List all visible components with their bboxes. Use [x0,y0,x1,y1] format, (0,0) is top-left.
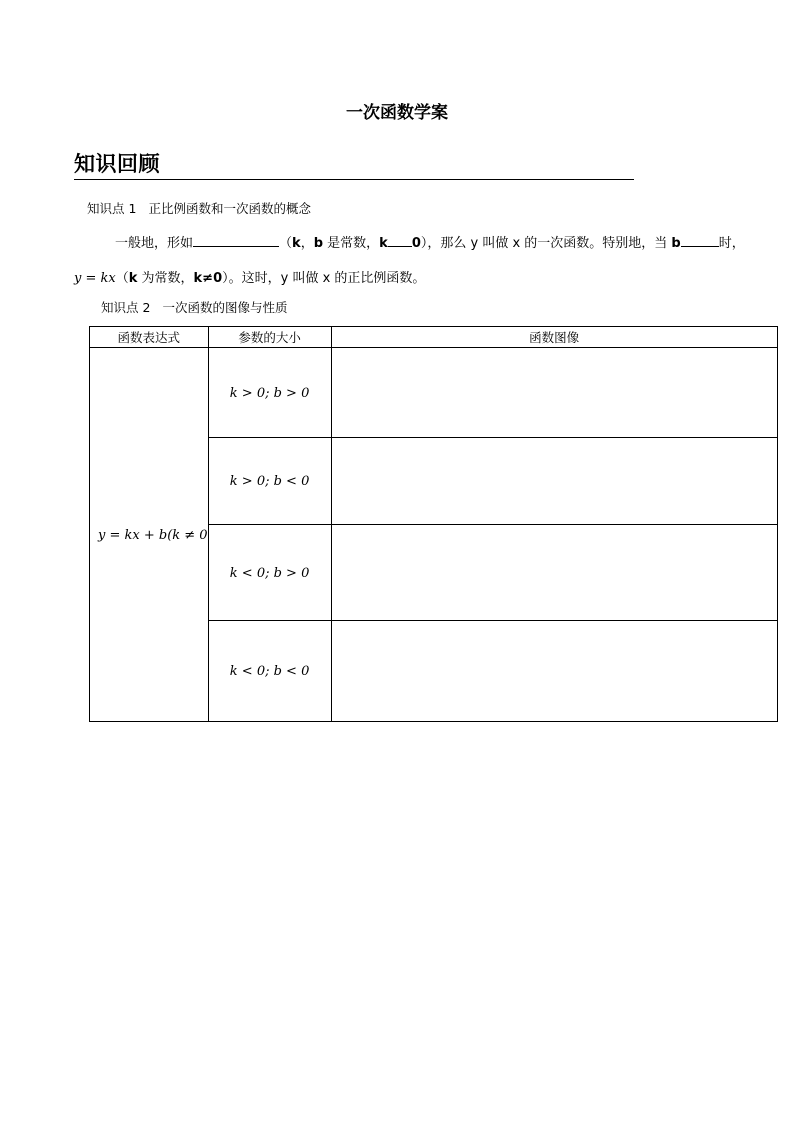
kp1-paragraph-1 [115,232,745,251]
knowledge-point-1-title [87,199,311,217]
condition-cell [208,438,331,525]
condition-text: k < 0; b > 0 [229,565,310,581]
condition-text: k < 0; b < 0 [229,664,310,679]
table-header-row [90,327,778,348]
kp1-text: （ [115,271,129,286]
kp1-text: 时， [718,236,745,251]
kp1-text: ），那么 y 叫做 x 的一次函数。特别地，当 [420,236,672,251]
blank-b-condition[interactable] [681,233,719,247]
knowledge-point-2-title [101,298,287,316]
kp1-text: （ [279,236,293,251]
header-graph: 函数图像 [331,327,777,348]
kp1-var: b [671,236,681,251]
linear-function-expression: y = kx + b(k ≠ 0 [98,527,208,543]
kp1-var: k [292,236,301,251]
kp1-text: ， [300,236,314,251]
header-parameter: 参数的大小 [208,327,331,348]
kp1-title-text: 正比例函数和一次函数的概念 [148,201,311,216]
blank-k-condition[interactable] [388,233,412,247]
page-title: 一次函数学案 [346,103,448,123]
graph-cell[interactable] [331,621,777,722]
kp1-cond: k≠0 [193,271,223,286]
kp1-var: k [128,271,138,286]
expression-cell [90,348,209,722]
kp1-text: ）。这时，y 叫做 x 的正比例函数。 [222,271,426,286]
kp1-text: 为常数， [137,271,194,286]
kp1-text: 一般地，形如 [115,236,194,251]
function-table [89,326,778,722]
condition-text: k > 0; b < 0 [229,474,310,489]
kp1-var: b [313,236,324,251]
kp1-label: 知识点 1 [87,201,137,216]
graph-cell[interactable] [331,438,777,525]
condition-cell [208,348,331,438]
header-expression: 函数表达式 [90,327,209,348]
kp1-zero: 0 [411,236,421,251]
table-row [90,348,778,438]
proportional-formula: y = kx [74,271,116,286]
condition-cell [208,525,331,621]
condition-text: k > 0; b > 0 [229,385,310,401]
section-heading: 知识回顾 [74,152,160,176]
graph-cell[interactable] [331,348,777,438]
kp2-label: 知识点 2 [101,300,151,315]
blank-formula[interactable] [193,233,279,247]
section-divider [74,179,634,180]
kp1-paragraph-2 [74,267,425,286]
kp2-title-text: 一次函数的图像与性质 [162,300,288,315]
graph-cell[interactable] [331,525,777,621]
condition-cell [208,621,331,722]
kp1-var: k [379,236,388,251]
kp1-text: 是常数， [323,236,380,251]
